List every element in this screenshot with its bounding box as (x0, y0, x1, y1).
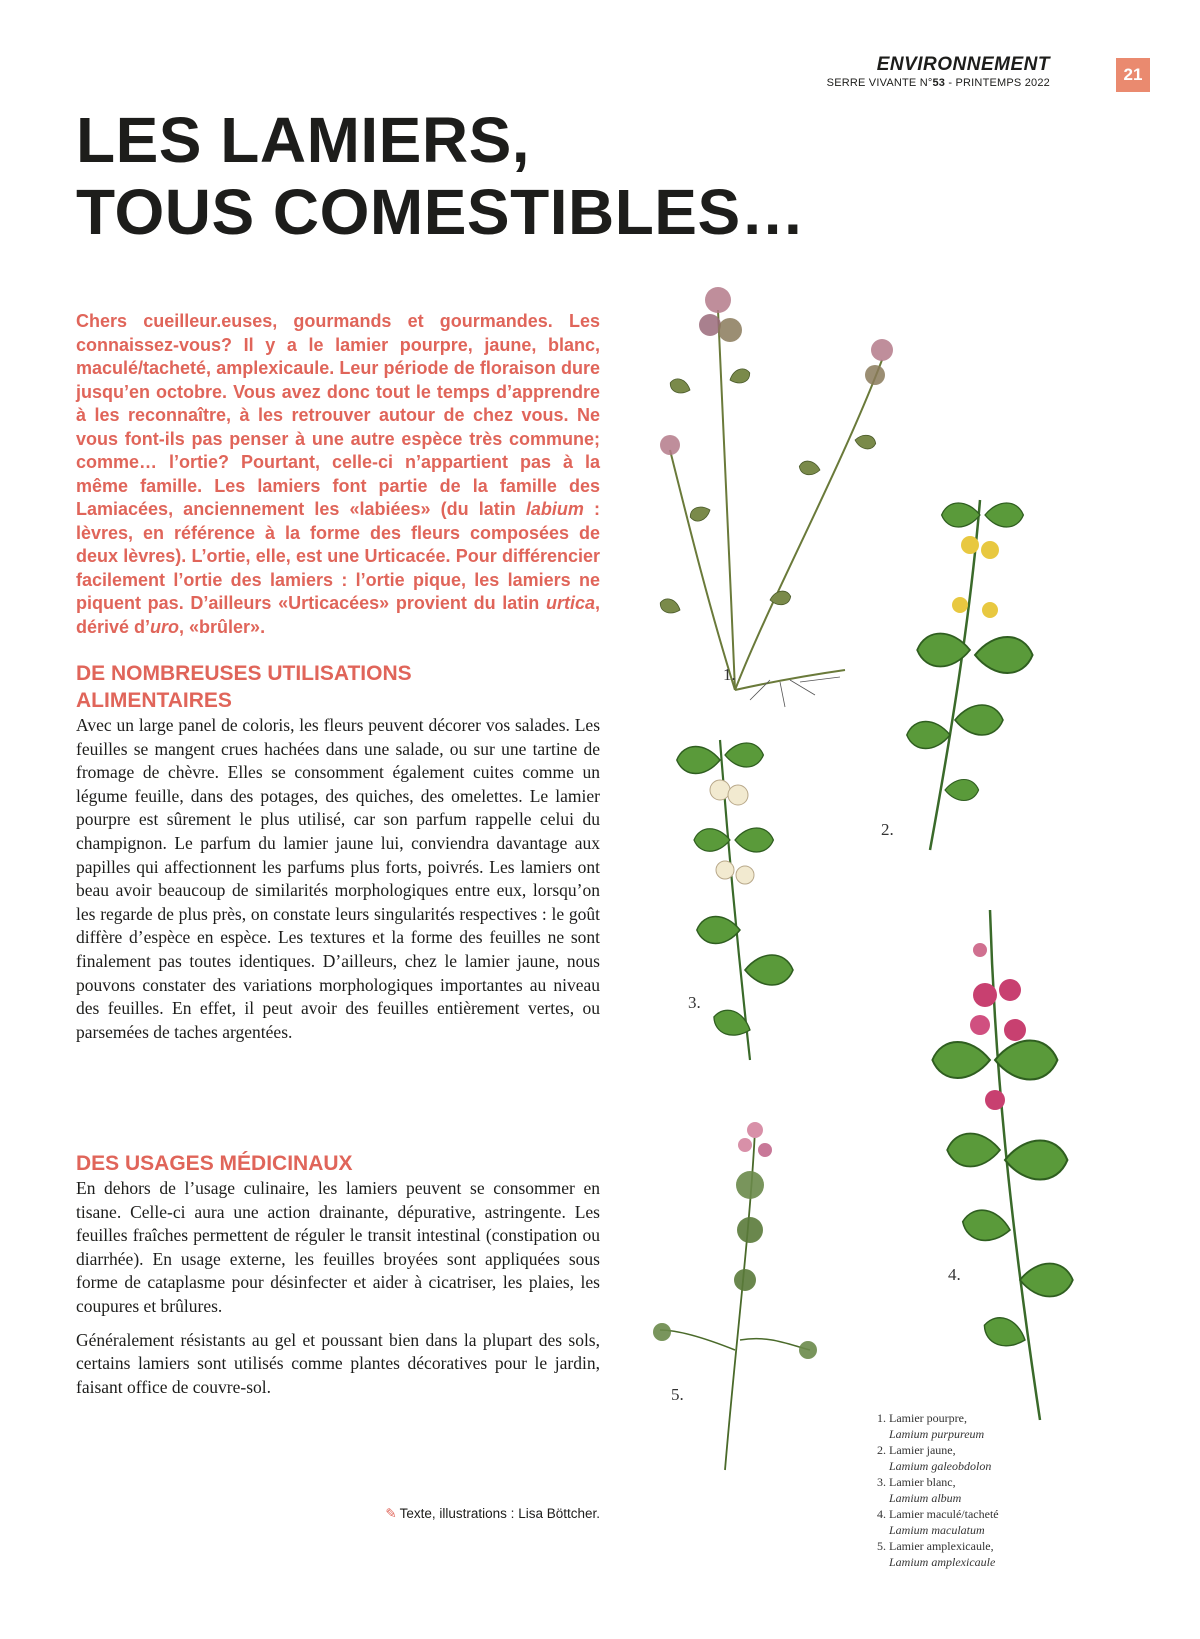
section-heading: DE NOMBREUSES UTILISATIONS ALIMENTAIRES (76, 662, 412, 712)
botanical-plate (650, 270, 1170, 1570)
plant-legend (877, 1410, 999, 1570)
plant-number: 2. (881, 820, 894, 839)
plant-number: 3. (688, 993, 701, 1012)
section-text: Avec un large panel de coloris, les fleurs peuvent décorer vos salades. Les feuilles se mangent crues hachées dans une salade, ou sur une tartine de fromage de chèvre. Elles se consomment également cuites comme un légume feuille, dans des potages, des quiches, des omelettes. Le lamier pourpre est sûrement le plus utilisé, car son parfum rappelle celui du champignon. Le parfum du lamier jaune lui, conviendra davantage aux papilles qui affectionnent les parfums plus forts, poivrés. Les lamiers ont beau avoir beaucoup de similarités morphologiques entre eux, lorsqu’on les regarde de plus près, on constate leurs singularités respectives : le goût diffère d’espèce en espèce. Les textures et la forme des feuilles ne sont finalement pas toutes identiques. D’ailleurs, chez le lamier jaune, nous pouvons constater des variations morphologiques importantes au niveau des feuilles. En effet, il peut avoir des feuilles entièrement vertes, ou parsemées de taches argentées. (76, 715, 600, 1042)
intro-paragraph: Chers cueilleur.euses, gourmands et gourmandes. Les connaissez-vous? Il y a le lamier pourpre, jaune, blanc, maculé/tacheté, amplexicaule. Leur période de floraison dure jusqu’en octobre. Vous avez donc tout le temps d’apprendre à les reconnaître, à les retrouver autour de chez vous. Ne vous font-ils pas penser à une autre espèce très commune; comme… l’ortie? Pourtant, celle-ci n’appartient pas à la même famille. Les lamiers font partie de la famille des Lamiacées, anciennement les «labiées» (du latin labium : lèvres, en référence à la forme des fleurs composées de deux lèvres). L’ortie, elle, est une Urticacée. Pour différencier facilement l’ortie des lamiers : l’ortie pique, les lamiers ne piquent pas. D’ailleurs «Urticacées» provient du latin urtica, dérivé d’uro, «brûler». (76, 311, 600, 637)
section-rubrique: ENVIRONNEMENT (876, 54, 1050, 75)
plant-number: 1. (723, 665, 736, 684)
section-text: Généralement résistants au gel et poussant bien dans la plupart des sols, certains lamiers sont utilisés comme plantes décoratives pour le jardin, faisant office de couvre-sol. (76, 1329, 600, 1397)
header (827, 54, 1050, 90)
plant-number: 5. (671, 1385, 684, 1404)
plant-3-illustration (677, 740, 793, 1060)
issue-info: SERRE VIVANTE N°53 - PRINTEMPS 2022 (826, 77, 1050, 89)
plant-5-illustration (653, 1122, 817, 1470)
legend-item: 5. Lamier amplexicaule, Lamium amplexicaule (877, 1539, 996, 1569)
plant-number: 4. (948, 1265, 961, 1284)
plant-4-illustration (932, 910, 1072, 1420)
section-heading: DES USAGES MÉDICINAUX (76, 1152, 353, 1175)
plant-1-illustration (658, 287, 893, 707)
section-alimentaires (76, 660, 600, 1044)
pencil-icon: ✎ (385, 1506, 397, 1521)
section-medicinaux (76, 1150, 600, 1399)
page-number: 21 (1116, 58, 1150, 92)
legend-item: 1. Lamier pourpre, Lamium purpureum (877, 1411, 985, 1441)
legend-item: 4. Lamier maculé/tacheté Lamium maculatum (877, 1507, 999, 1537)
credit: ✎ Texte, illustrations : Lisa Böttcher. (385, 1506, 600, 1521)
legend-item: 3. Lamier blanc, Lamium album (877, 1475, 962, 1505)
page-title: LES LAMIERS, TOUS COMESTIBLES… (76, 104, 806, 248)
plant-2-illustration (907, 500, 1033, 850)
legend-item: 2. Lamier jaune, Lamium galeobdolon (877, 1443, 992, 1473)
section-text: En dehors de l’usage culinaire, les lamiers peuvent se consommer en tisane. Celle-ci aura une action drainante, dépurative, astringente. Les feuilles fraîches permettent de réguler le transit intestinal (constipation ou diarrhée). En usage externe, les feuilles broyées sont appliquées sous forme de cataplasme pour désinfecter et aider à cicatriser, les plaies, les coupures et brûlures. (76, 1178, 600, 1316)
